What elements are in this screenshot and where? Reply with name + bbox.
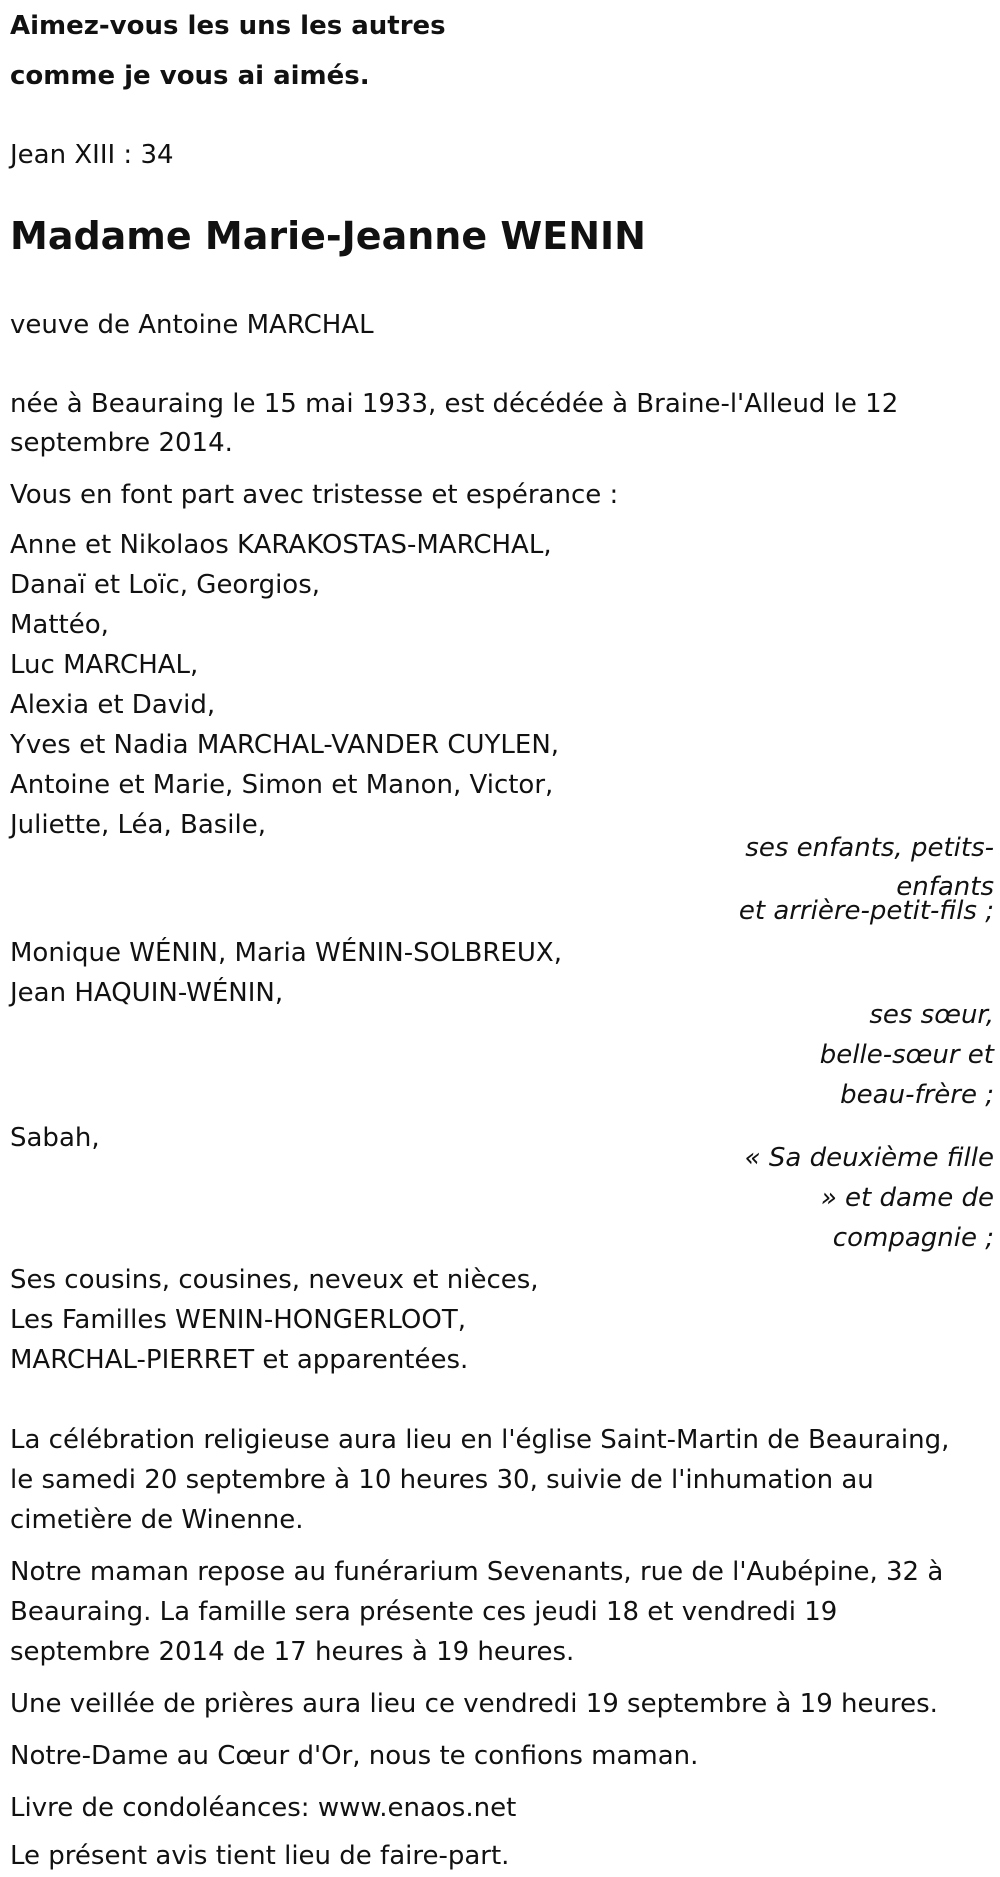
others-line: MARCHAL-PIERRET et apparentées.: [10, 1345, 469, 1375]
companion-role-line: compagnie ;: [832, 1223, 994, 1253]
siblings-role-line: belle-sœur et: [819, 1040, 994, 1070]
children-role-line: ses enfants, petits-: [745, 833, 994, 863]
family-line: Antoine et Marie, Simon et Manon, Victor,: [10, 770, 554, 800]
funerarium-line: Beauraing. La famille sera présente ces jeudi 18 et vendredi 19: [10, 1597, 838, 1627]
funerarium-line: Notre maman repose au funérarium Sevenants, rue de l'Aubépine, 32 à: [10, 1557, 944, 1587]
family-line: Mattéo,: [10, 610, 109, 640]
others-line: Ses cousins, cousines, neveux et nièces,: [10, 1265, 539, 1295]
ceremony-line: cimetière de Winenne.: [10, 1505, 304, 1535]
family-line: Juliette, Léa, Basile,: [10, 810, 267, 840]
deceased-name: Madame Marie-Jeanne WENIN: [10, 214, 646, 258]
prayer-line: Notre-Dame au Cœur d'Or, nous te confions maman.: [10, 1741, 699, 1771]
vigil-line: Une veillée de prières aura lieu ce vendredi 19 septembre à 19 heures.: [10, 1689, 938, 1719]
ceremony-line: le samedi 20 septembre à 10 heures 30, suivie de l'inhumation au: [10, 1465, 874, 1495]
siblings-role-line: beau-frère ;: [840, 1080, 994, 1110]
companion-role-line: » et dame de: [820, 1183, 994, 1213]
sibling-line: Monique WÉNIN, Maria WÉNIN-SOLBREUX,: [10, 938, 562, 968]
announcement: Vous en font part avec tristesse et espérance :: [10, 480, 619, 510]
family-line: Danaï et Loïc, Georgios,: [10, 570, 321, 600]
funerarium-line: septembre 2014 de 17 heures à 19 heures.: [10, 1637, 575, 1667]
verse-line-1: Aimez-vous les uns les autres: [10, 11, 446, 41]
notice-line: Le présent avis tient lieu de faire-part.: [10, 1841, 510, 1871]
spouse-line: veuve de Antoine MARCHAL: [10, 310, 374, 340]
companion-line: Sabah,: [10, 1123, 100, 1153]
children-role-line: enfants: [896, 872, 994, 902]
details-line-2: septembre 2014.: [10, 428, 233, 458]
sibling-line: Jean HAQUIN-WÉNIN,: [10, 978, 284, 1008]
family-line: Yves et Nadia MARCHAL-VANDER CUYLEN,: [10, 730, 560, 760]
verse-line-2: comme je vous ai aimés.: [10, 61, 370, 91]
verse-reference: Jean XIII : 34: [10, 140, 174, 170]
condolences-line: Livre de condoléances: www.enaos.net: [10, 1793, 517, 1823]
family-line: Anne et Nikolaos KARAKOSTAS-MARCHAL,: [10, 530, 552, 560]
family-line: Alexia et David,: [10, 690, 216, 720]
ceremony-line: La célébration religieuse aura lieu en l'église Saint-Martin de Beauraing,: [10, 1425, 950, 1455]
family-line: Luc MARCHAL,: [10, 650, 199, 680]
others-line: Les Familles WENIN-HONGERLOOT,: [10, 1305, 466, 1335]
companion-role-line: « Sa deuxième fille: [744, 1143, 994, 1173]
siblings-role-line: ses sœur,: [869, 1000, 994, 1030]
details-line-1: née à Beauraing le 15 mai 1933, est décédée à Braine-l'Alleud le 12: [10, 389, 899, 419]
children-role-line: et arrière-petit-fils ;: [738, 896, 994, 926]
